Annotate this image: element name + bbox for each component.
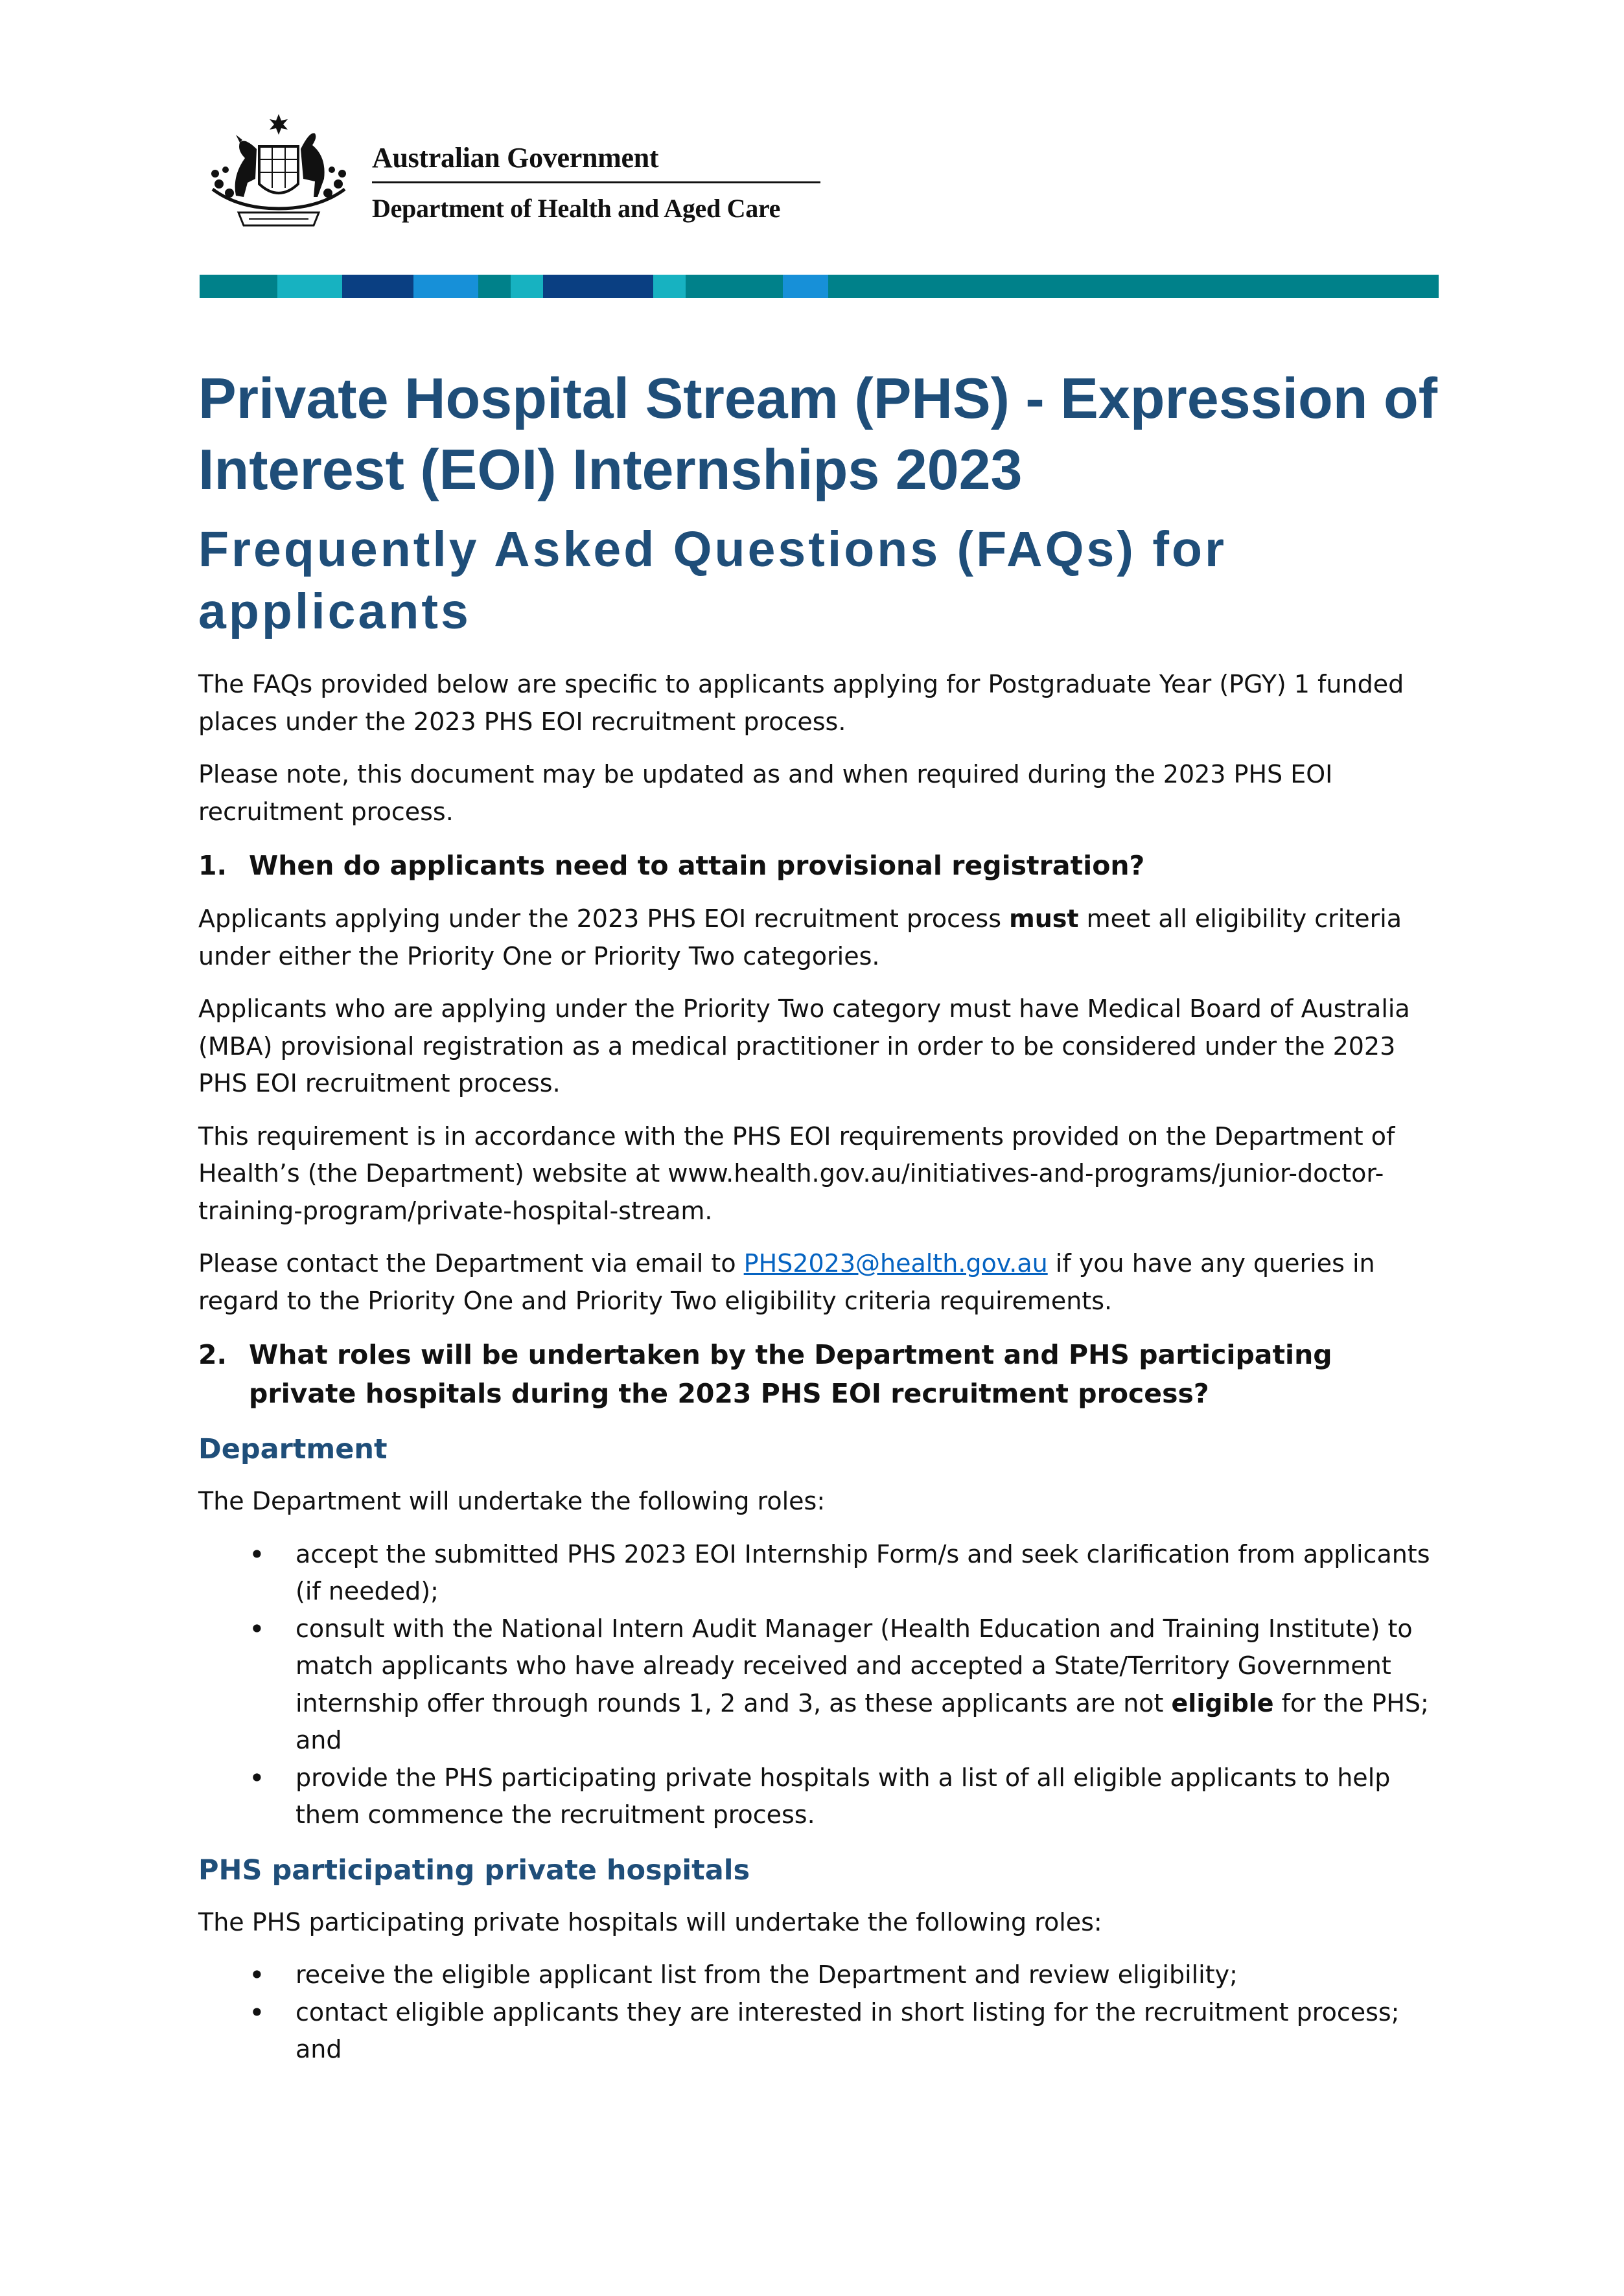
list-item: • receive the eligible applicant list from the Department and review eligibility; (198, 1957, 1443, 1994)
coat-of-arms-icon (200, 111, 358, 231)
colour-band-segment (511, 275, 543, 298)
answer-paragraph (198, 901, 1443, 975)
document-body (198, 666, 1443, 2084)
document-title: Private Hospital Stream (PHS) - Expression of Interest (EOI) Internships 2023 (198, 366, 1438, 501)
colour-band-segment (277, 275, 342, 298)
question-number: 1. (198, 850, 227, 881)
colour-band-segment (653, 275, 686, 298)
colour-band-segment (478, 275, 511, 298)
text-run: consult with the National Intern Audit Manager (Health Education and Training Institute) to match applicants who have already received and accepted a State/Territory Government internship offer through rounds 1, 2 and 3, as these applicants are not (296, 1614, 1413, 1717)
section-intro: The PHS participating private hospitals will undertake the following roles: (198, 1907, 1102, 1936)
list-item (198, 1611, 1443, 1760)
list-item: • contact eligible applicants they are interested in short listing for the recruitment process; and (198, 1994, 1443, 2069)
bold-text: eligible (1171, 1688, 1274, 1717)
question-text: What roles will be undertaken by the Department and PHS participating private hospitals during the 2023 PHS EOI recruitment process? (249, 1339, 1332, 1409)
text-run: if you have any queries in regard to the Priority One and Priority Two eligibility criteria requirements. (198, 1249, 1375, 1315)
section-intro: The Department will undertake the following roles: (198, 1487, 826, 1515)
colour-band-segment (342, 275, 413, 298)
colour-band-segment (543, 275, 653, 298)
header-divider (372, 181, 820, 183)
answer-paragraph (198, 1245, 1443, 1320)
colour-band-segment (828, 275, 1439, 298)
colour-band-segment (200, 275, 277, 298)
list-item: • provide the PHS participating private hospitals with a list of all eligible applicants to help them commence the recruitment process. (198, 1760, 1443, 1834)
question-heading (198, 1335, 1443, 1413)
answer-paragraph: Applicants who are applying under the Priority Two category must have Medical Board of Australia (MBA) provisional registration as a medical practitioner in order to be considered under the 2023 PHS EOI recruitment process. (198, 994, 1410, 1097)
colour-band-segment (686, 275, 783, 298)
section-heading-department: Department (198, 1433, 388, 1465)
text-run: for the PHS; and (296, 1688, 1429, 1754)
department-roles-list (198, 1536, 1443, 1834)
document-subtitle: Frequently Asked Questions (FAQs) for applicants (198, 522, 1227, 639)
government-name: Australian Government (372, 142, 659, 174)
bold-text: must (1009, 904, 1079, 933)
colour-band (200, 275, 1439, 298)
question-number: 2. (198, 1339, 227, 1370)
text-run: Applicants applying under the 2023 PHS EOI recruitment process (198, 904, 1010, 933)
intro-paragraph: Please note, this document may be updated as and when required during the 2023 PHS EOI recruitment process. (198, 760, 1333, 826)
section-heading-hospitals: PHS participating private hospitals (198, 1854, 750, 1887)
hospital-roles-list (198, 1957, 1443, 2069)
answer-paragraph: This requirement is in accordance with the PHS EOI requirements provided on the Department of Health’s (the Department) website at www.health.gov.au/initiatives-and-programs/junior-doctor-training-program/private-hospital-stream. (198, 1121, 1395, 1225)
question-heading (198, 846, 1443, 885)
intro-paragraph: The FAQs provided below are specific to applicants applying for Postgraduate Year (PGY) 1 funded places under the 2023 PHS EOI recruitment process. (198, 670, 1404, 736)
email-link[interactable]: PHS2023@health.gov.au (743, 1249, 1048, 1278)
department-name: Department of Health and Aged Care (372, 194, 781, 223)
text-run: meet all eligibility criteria under either the Priority One or Priority Two categories. (198, 904, 1402, 970)
colour-band-segment (413, 275, 478, 298)
question-text: When do applicants need to attain provisional registration? (249, 850, 1145, 881)
colour-band-segment (783, 275, 828, 298)
text-run: Please contact the Department via email to (198, 1249, 744, 1278)
list-item: • accept the submitted PHS 2023 EOI Internship Form/s and seek clarification from applicants (if needed); (198, 1536, 1443, 1611)
